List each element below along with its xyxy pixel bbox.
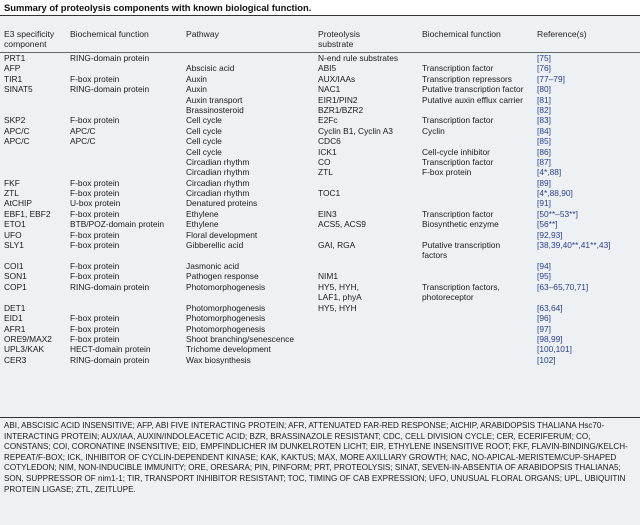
cell-ref: [94] [537,261,551,272]
cell-fn: Transcription factor [422,208,494,219]
cell-path: Cell cycle [186,136,222,147]
cell-bio: HECT-domain protein [70,344,151,355]
table-row [0,188,640,198]
table-row [0,209,640,219]
cell-sub: NIM1 [318,271,339,282]
table-row [0,95,640,105]
cell-ref: [89] [537,177,551,188]
cell-ref: [4*,88,90] [537,188,573,199]
cell-sub: ZTL [318,167,333,178]
cell-e3: ZTL [4,188,19,199]
cell-bio: F-box protein [70,177,120,188]
cell-path: Shoot branching/senescence [186,333,295,344]
cell-bio: F-box protein [70,323,120,334]
cell-sub: NAC1 [318,84,341,95]
cell-path: Cell cycle [186,125,222,136]
cell-bio: F-box protein [70,333,120,344]
cell-e3: UPL3/KAK [4,344,45,355]
table-row [0,198,640,208]
cell-e3: SON1 [4,271,27,282]
table-row [0,344,640,354]
cell-e3: ORE9/MAX2 [4,333,52,344]
cell-bio: F-box protein [70,208,120,219]
cell-path: Circadian rhythm [186,177,250,188]
header-e3-specificity: E3 specificity component [4,29,55,50]
cell-path: Abscisic acid [186,63,235,74]
cell-e3: UFO [4,229,22,240]
top-rule [0,15,640,16]
cell-ref: [91] [537,198,551,209]
cell-path: Photomorphogenesis [186,313,266,324]
table-row [0,126,640,136]
cell-path: Pathogen response [186,271,259,282]
table-row [0,84,640,94]
cell-e3: EBF1, EBF2 [4,208,51,219]
header-biochemical-function: Biochemical function [70,29,149,39]
cell-bio: F-box protein [70,313,120,324]
table-body [0,53,640,365]
cell-fn: Transcription factor [422,156,494,167]
cell-e3: AFP [4,63,21,74]
cell-ref: [81] [537,94,551,105]
cell-ref: [98,99] [537,333,563,344]
header-pathway: Pathway [186,29,219,39]
cell-bio: F-box protein [70,261,120,272]
cell-fn: Transcription factor [422,63,494,74]
cell-e3: FKF [4,177,20,188]
cell-bio: F-box protein [70,73,120,84]
cell-ref: [50**–53**] [537,208,578,219]
cell-bio: RING-domain protein [70,84,150,95]
cell-path: Circadian rhythm [186,188,250,199]
table-row [0,303,640,313]
cell-bio: F-box protein [70,115,120,126]
table-row [0,271,640,281]
cell-ref: [83] [537,115,551,126]
cell-fn: Cell-cycle inhibitor [422,146,490,157]
table-row [0,105,640,115]
cell-bio: F-box protein [70,188,120,199]
cell-e3: SINAT5 [4,84,33,95]
cell-sub: CDC6 [318,136,341,147]
table-row [0,334,640,344]
cell-ref: [63–65,70,71] [537,281,589,292]
cell-sub: TOC1 [318,188,341,199]
cell-ref: [80] [537,84,551,95]
cell-sub: EIN3 [318,208,337,219]
header-proteolysis-substrate: Proteolysis substrate [318,29,361,50]
table-row [0,230,640,240]
cell-bio: RING-domain protein [70,281,150,292]
cell-sub: GAI, RGA [318,240,356,251]
table-row [0,282,640,303]
cell-e3: APC/C [4,136,30,147]
table-row [0,178,640,188]
cell-ref: [63,64] [537,302,563,313]
cell-ref: [38,39,40**,41**,43] [537,240,611,251]
cell-path: Circadian rhythm [186,156,250,167]
table-row [0,355,640,365]
cell-sub: HY5, HYH [318,302,357,313]
cell-sub: BZR1/BZR2 [318,104,364,115]
table-row [0,167,640,177]
cell-e3: ETO1 [4,219,26,230]
cell-e3: AFR1 [4,323,26,334]
table-row [0,53,640,63]
cell-ref: [82] [537,104,551,115]
cell-ref: [76] [537,63,551,74]
cell-path: Trichome development [186,344,271,355]
cell-e3: PRT1 [4,53,26,63]
cell-fn: Transcription factor [422,115,494,126]
cell-sub: EIR1/PIN2 [318,94,358,105]
table-row [0,157,640,167]
cell-fn: Putative transcription factors [422,240,501,261]
cell-path: Cell cycle [186,146,222,157]
table-row [0,74,640,84]
cell-path: Jasmonic acid [186,261,240,272]
cell-e3: EID1 [4,313,23,324]
cell-ref: [95] [537,271,551,282]
cell-path: Ethylene [186,208,219,219]
cell-path: Auxin [186,73,207,84]
table-row [0,219,640,229]
cell-e3: CER3 [4,354,27,365]
table-row [0,136,640,146]
abbreviations-footnote: ABI, ABSCISIC ACID INSENSITIVE; AFP, ABI FIVE INTERACTING PROTEIN; AFR, ATTENUATED FAR-RED RESPONSE; AtCHIP, ARABIDOPSIS THALIANA Hsc70-INTERACTING PROTEIN; AUX/IAA, AUXIN/INDOLEACETIC ACID; BZR, BRASSINAZOLE RESISTANT; CDC, CELL DIVISION CYCLE; CER, ECERIFERUM; CO, CONSTANS; COI, CORONATINE INSENSITIVE; EID, EMPFINDLICHER IM DUNKELROTEN LICHT; EIR, ETHYLENE INSENSITIVE ROOT; FKF, FLAVIN-BINDING/KELCH-REPEAT/F-BOX; ICK, INHIBITOR OF CYCLIN-DEPENDENT KINASE; KAK, KAKTUS; MAX, MORE AXILLIARY GROWTH; NAC, NO-APICAL-MERISTEM/CUP-SHAPED COTYLEDON; NIM, NON-INDUCIBLE IMMUNITY; ORE, ORESARA; PIN, PINFORM; PRT, PROTEOLYSIS; SINAT, SEVEN-IN-ABSENTIA OF ARABIDOPSIS THALIANA5; SON, SUPPRESSOR OF nim1-1; TIR, TRANSPORT INHIBITOR RESISTANT; TOC, TIMING OF CAB EXPRESSION; UFO, UNUSUAL FLORAL ORGANS; UPL, UBIQUITIN PROTEIN LIGASE; ZTL, ZEITLUPE. [4,421,628,494]
table-row [0,63,640,73]
cell-fn: Biosynthetic enzyme [422,219,499,230]
cell-fn: Putative transcription factor [422,84,524,95]
cell-ref: [84] [537,125,551,136]
cell-bio: F-box protein [70,229,120,240]
cell-bio: APC/C [70,136,96,147]
cell-ref: [102] [537,354,556,365]
cell-sub: HY5, HYH, LAF1, phyA [318,281,362,303]
cell-ref: [100,101] [537,344,572,355]
table-row [0,324,640,334]
cell-e3: TIR1 [4,73,23,84]
cell-fn: Putative auxin efflux carrier [422,94,523,105]
cell-ref: [75] [537,53,551,63]
cell-path: Gibberellic acid [186,240,244,251]
cell-bio: BTB/POZ-domain protein [70,219,165,230]
cell-sub: E2Fc [318,115,338,126]
cell-sub: ICK1 [318,146,337,157]
cell-sub: Cyclin B1, Cyclin A3 [318,125,393,136]
cell-fn: Transcription factors, photoreceptor [422,281,500,303]
table-row [0,261,640,271]
cell-bio: APC/C [70,125,96,136]
cell-bio: RING-domain protein [70,53,150,63]
header-function: Biochemical function [422,29,501,39]
cell-e3: DET1 [4,302,26,313]
cell-path: Ethylene [186,219,219,230]
cell-path: Auxin [186,84,207,95]
cell-sub: ACS5, ACS9 [318,219,366,230]
cell-ref: [92,93] [537,229,563,240]
cell-ref: [77–79] [537,73,565,84]
cell-ref: [86] [537,146,551,157]
cell-path: Brassinosteroid [186,104,244,115]
cell-bio: F-box protein [70,271,120,282]
cell-e3: COI1 [4,261,24,272]
cell-path: Photomorphogenesis [186,323,266,334]
cell-fn: Cyclin [422,125,445,136]
cell-fn: Transcription repressors [422,73,512,84]
header-references: Reference(s) [537,29,587,39]
cell-path: Photomorphogenesis [186,302,266,313]
cell-e3: SKP2 [4,115,26,126]
cell-path: Photomorphogenesis [186,281,266,292]
cell-sub: CO [318,156,331,167]
cell-e3: COP1 [4,281,27,292]
cell-path: Circadian rhythm [186,167,250,178]
cell-bio: RING-domain protein [70,354,150,365]
cell-ref: [87] [537,156,551,167]
cell-ref: [97] [537,323,551,334]
cell-ref: [96] [537,313,551,324]
cell-fn: F-box protein [422,167,472,178]
cell-ref: [56**] [537,219,558,230]
table-row [0,115,640,125]
cell-e3: AtCHIP [4,198,32,209]
cell-ref: [4*,88] [537,167,562,178]
cell-bio: U-box protein [70,198,121,209]
cell-path: Denatured proteins [186,198,258,209]
cell-e3: APC/C [4,125,30,136]
cell-ref: [85] [537,136,551,147]
cell-path: Wax biosynthesis [186,354,251,365]
table-row [0,147,640,157]
cell-sub: AUX/IAAs [318,73,356,84]
cell-path: Auxin transport [186,94,243,105]
cell-path: Floral development [186,229,258,240]
cell-e3: SLY1 [4,240,24,251]
table-row [0,313,640,323]
cell-sub: N-end rule substrates [318,53,399,63]
table-row [0,240,640,261]
table-caption: Summary of proteolysis components with known biological function. [0,0,640,15]
cell-sub: ABI5 [318,63,337,74]
cell-path: Cell cycle [186,115,222,126]
cell-bio: F-box protein [70,240,120,251]
